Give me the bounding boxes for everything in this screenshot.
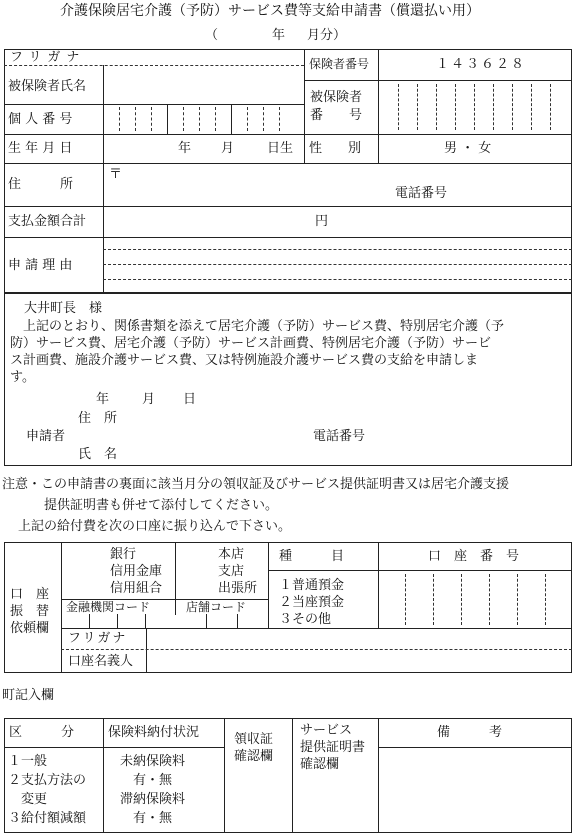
dob-day-born: 日生 (267, 141, 294, 156)
declaration-name-label: 氏 名 (78, 447, 118, 462)
total-label: 支払金額合計 (8, 214, 87, 229)
town-heading: 町記入欄 (2, 688, 55, 703)
branch-types[interactable]: 本店 支店 出張所 (218, 547, 258, 596)
address-label: 住 所 (8, 177, 74, 192)
personal-number-label: 個 人 番 号 (8, 112, 73, 127)
account-holder-furigana-input[interactable] (147, 629, 571, 648)
declaration-phone-label: 電話番号 (313, 429, 366, 444)
period-month: 月分） (307, 28, 347, 43)
insured-name-label: 被保険者氏名 (8, 79, 87, 94)
declaration-body: 上記のとおり、関係書類を添えて居宅介護（予防）サービス費、特別居宅介護（予 防）サービス費、居宅介護（予防）サービス計画費、特例居宅介護（予防）サービ ス計画費、施設介護サービス費、又は特例施設介護サービス費の支給を申請しま す。 (10, 319, 505, 385)
bank-code-label: 金融機関コード (66, 600, 151, 614)
receipt-check-label: 領収証 確認欄 (234, 732, 274, 764)
declaration-address-input[interactable] (130, 408, 300, 426)
category-label: 区 分 (9, 725, 75, 740)
declaration-address-label: 住 所 (78, 411, 118, 426)
gender-label: 性 別 (309, 141, 362, 156)
declaration-addressee: 大井町長 様 (24, 301, 103, 316)
remarks-label: 備 考 (437, 725, 503, 740)
service-check-input[interactable] (293, 770, 377, 832)
dob-label: 生 年 月 日 (8, 141, 73, 156)
premium-status-label: 保険料納付状況 (108, 725, 200, 740)
receipt-check-input[interactable] (225, 770, 291, 832)
phone-label: 電話番号 (395, 186, 448, 201)
gender-options[interactable]: 男 ・ 女 (444, 141, 492, 156)
account-holder-label: 口座名義人 (68, 654, 134, 669)
postal-mark: 〒 (109, 167, 123, 182)
branch-code-input[interactable] (176, 614, 267, 627)
account-holder-input[interactable] (147, 650, 571, 672)
premium-status-options[interactable]: 未納保険料 有・無 滞納保険料 有・無 (120, 754, 186, 826)
note-line-1: 注意・この申請書の裏面に該当月分の領収証及びサービス提供証明書又は居宅介護支援 (2, 477, 510, 492)
account-number-label: 口 座 番 号 (428, 549, 520, 564)
declaration-month: 月 (142, 392, 156, 407)
bank-side-label: 口 座 振 替 依頼欄 (10, 587, 50, 636)
yen-label: 円 (315, 214, 329, 229)
insurer-number-label: 保険者番号 (309, 57, 370, 71)
declaration-applicant-label: 申請者 (26, 429, 66, 444)
bank-furigana-label: フリガナ (68, 631, 128, 646)
insured-number-label-2: 番 号 (310, 108, 363, 123)
declaration-name-input[interactable] (130, 444, 300, 462)
bank-types[interactable]: 銀行 信用金庫 信用組合 (110, 547, 163, 596)
declaration-day: 日 (183, 392, 197, 407)
dob-month: 月 (221, 141, 235, 156)
account-type-label: 種 目 (279, 549, 345, 564)
insured-number-label-1: 被保険者 (310, 90, 363, 105)
total-input[interactable] (104, 208, 309, 235)
note-line-3: 上記の給付費を次の口座に振り込んで下さい。 (18, 519, 292, 534)
form-title: 介護保険居宅介護（予防）サービス費等支給申請書（償還払い用） (60, 3, 480, 19)
dob-input[interactable] (104, 135, 303, 162)
bank-code-input[interactable] (62, 614, 174, 627)
period-year: 年 (272, 28, 286, 43)
furigana-label: フリガナ (10, 50, 86, 65)
personal-number-input[interactable] (104, 105, 303, 133)
account-number-input[interactable] (379, 571, 571, 627)
declaration-year: 年 (96, 392, 110, 407)
period-open: （ (205, 28, 219, 43)
furigana-input[interactable] (104, 50, 303, 64)
insured-name-input[interactable] (104, 66, 303, 103)
dob-year: 年 (178, 141, 192, 156)
account-type-options[interactable]: １普通預金 ２当座預金 ３その他 (279, 578, 345, 627)
branch-code-label: 店舗コード (186, 600, 247, 614)
insured-number-input[interactable] (379, 81, 571, 133)
note-line-2: 提供証明書も併せて添付してください。 (44, 498, 279, 513)
service-check-label: サービス 提供証明書 確認欄 (300, 723, 366, 772)
remarks-input[interactable] (379, 748, 571, 832)
insurer-number-value: １４３６２８ (436, 57, 527, 72)
category-options[interactable]: １一般 ２支払方法の 変更 ３給付額減額 (8, 754, 87, 826)
reason-label: 申 請 理 由 (8, 258, 73, 273)
reason-input[interactable] (104, 238, 571, 292)
address-input[interactable] (120, 165, 390, 203)
